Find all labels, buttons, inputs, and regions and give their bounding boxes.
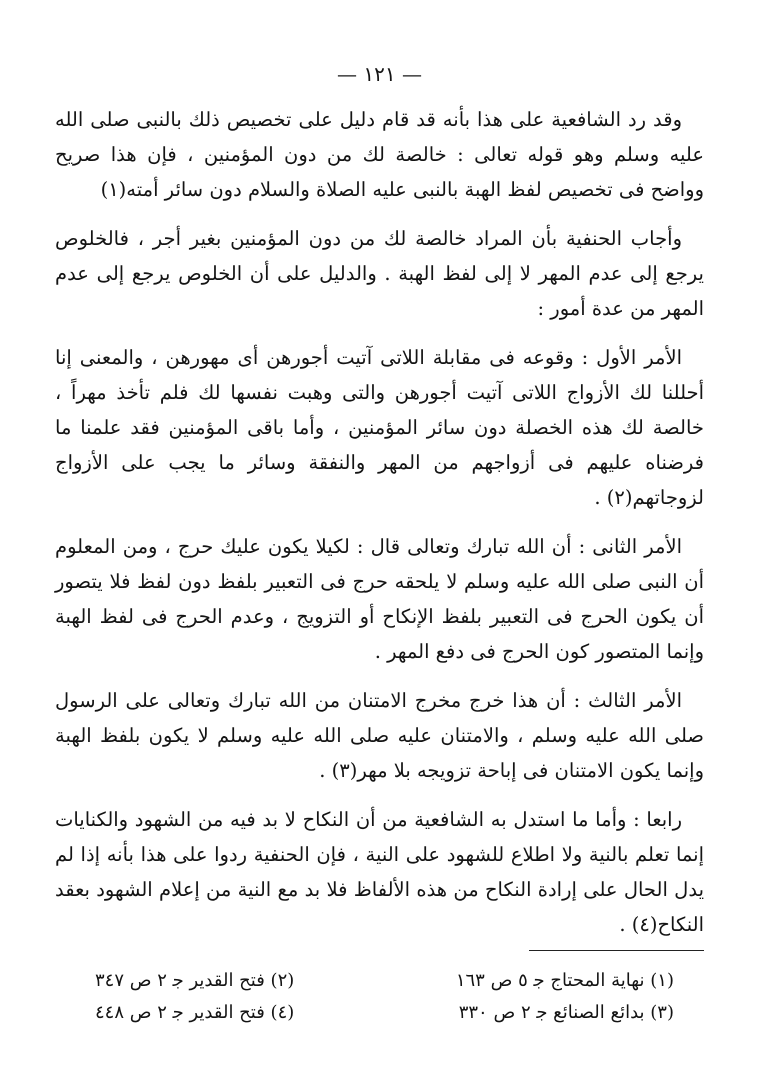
footnote-3: (٣) بدائع الصنائع ﺟ ٢ ص ٣٣٠ — [458, 1002, 674, 1023]
paragraph-first-matter: الأمر الأول : وقوعه فى مقابلة اللاتى آتيت أجورهن أى مهورهن ، والمعنى إنا أحللنا لك الأزواج اللاتى آتيت أجورهن والتى وهبت نفسها لك فلم تأخذ مهراً ، خالصة لك هذه الخصلة دون سائر المؤمنين ، وأما باقى المؤمنين فقد علمنا ما فرضناه عليهم فى أزواجهم من المهر والنفقة وسائر ما يجب على الأزواج لزوجاتهم(٢) . — [55, 346, 704, 509]
footnote-row — [55, 965, 704, 997]
footnote-2: (٢) فتح القدير ﺟ ٢ ص ٣٤٧ — [95, 970, 295, 991]
paragraph-third-matter: الأمر الثالث : أن هذا خرج مخرج الامتنان من الله تبارك وتعالى على الرسول صلى الله عليه وسلم ، والامتنان عليه صلى الله عليه وسلم لا يكون بلفظ الهبة وإنما يكون الامتنان فى إباحة تزويجه بلا مهر(٣) . — [55, 689, 704, 782]
footnote-1: (١) نهاية المحتاج ﺟ ٥ ص ١٦٣ — [455, 970, 674, 991]
footnote-row — [55, 997, 704, 1029]
footnote-4: (٤) فتح القدير ﺟ ٢ ص ٤٤٨ — [95, 1002, 295, 1023]
page-number: — ١٢١ — — [337, 62, 422, 86]
paragraph-fourth-matter: رابعا : وأما ما استدل به الشافعية من أن النكاح لا بد فيه من الشهود والكنايات إنما تعلم بالنية ولا اطلاع للشهود على النية ، فإن الحنفية ردوا على هذا بأنه إذا لم يدل الحال على إرادة النكاح من هذه الألفاظ فلا بد مع النية من إعلام الشهود بعقد النكاح(٤) . — [55, 808, 704, 936]
paragraph-second-matter: الأمر الثانى : أن الله تبارك وتعالى قال : لكيلا يكون عليك حرج ، ومن المعلوم أن النبى صلى الله عليه وسلم لا يلحقه حرج فى التعبير بلفظ دون لفظ فلا يتصور أن يكون الحرج فى التعبير بلفظ الإنكاح أو التزويج ، وعدم الحرج فى لفظ الهبة وإنما المتصور كون الحرج فى دفع المهر . — [55, 535, 704, 663]
paragraph-hanafi-answer: وأجاب الحنفية بأن المراد خالصة لك من دون المؤمنين بغير أجر ، فالخلوص يرجع إلى عدم المهر لا إلى لفظ الهبة . والدليل على أن الخلوص يرجع إلى عدم المهر من عدة أمور : — [55, 227, 704, 320]
paragraph-shafii-reply: وقد رد الشافعية على هذا بأنه قد قام دليل على تخصيص ذلك بالنبى صلى الله عليه وسلم وهو قوله تعالى : خالصة لك من دون المؤمنين ، فإن هذا صريح وواضح فى تخصيص لفظ الهبة بالنبى عليه الصلاة والسلام دون سائر أمته(١) — [55, 108, 704, 201]
body-text — [55, 102, 704, 942]
footnote-separator — [529, 950, 704, 951]
footnote-separator-wrap — [55, 950, 704, 951]
footnotes — [55, 965, 704, 1029]
